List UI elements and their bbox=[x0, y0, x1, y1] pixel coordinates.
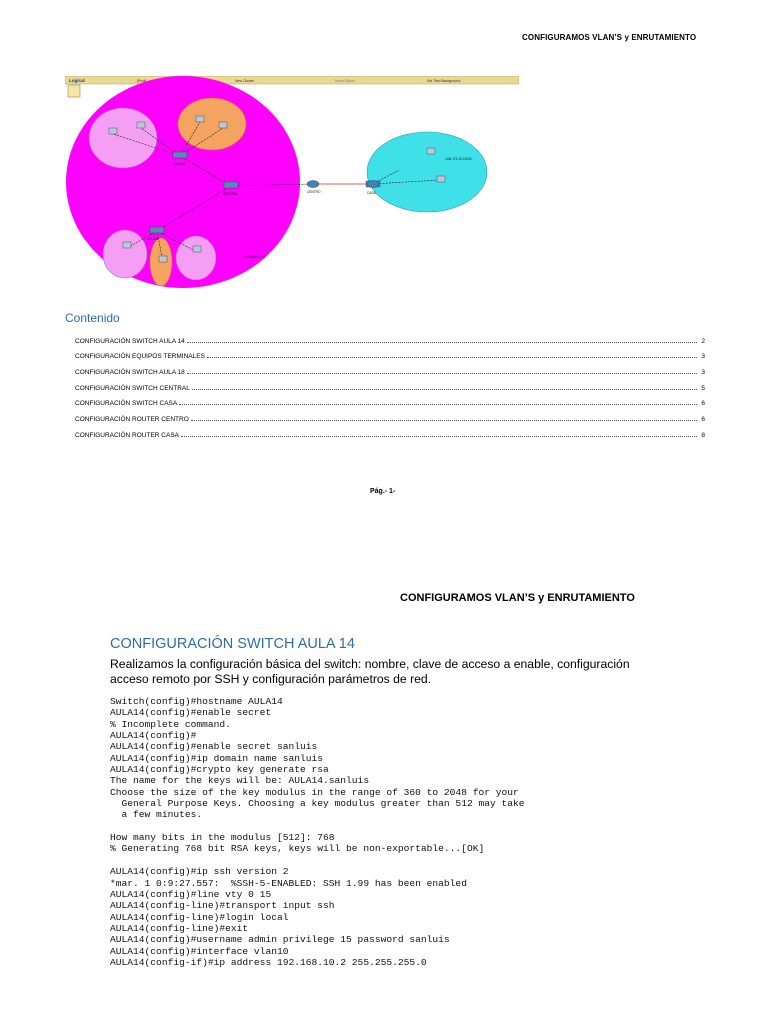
section-description: Realizamos la configuración básica del switch: nombre, clave de acceso a enable, configuración acceso remoto por SSH y configuración parámetros de red. bbox=[110, 657, 630, 686]
toc-title: Contenido bbox=[65, 311, 120, 325]
toc-entry-label: CONFIGURACIÓN SWITCH CENTRAL bbox=[75, 384, 190, 392]
pc-icon bbox=[137, 122, 145, 128]
pc-icon bbox=[437, 176, 445, 182]
folder-icon bbox=[68, 85, 80, 97]
cli-line: AULA14(config)# bbox=[110, 730, 197, 742]
toc-entry[interactable] bbox=[75, 345, 705, 361]
toc-entry-page: 5 bbox=[701, 384, 705, 392]
section-title: CONFIGURACIÓN SWITCH AULA 14 bbox=[110, 636, 355, 652]
cli-line: AULA14(config-line)#transport input ssh bbox=[110, 900, 335, 912]
cli-line: AULA14(config)#enable secret sanluis bbox=[110, 741, 318, 753]
toc-entry-page: 3 bbox=[701, 353, 705, 361]
toc-entry-label: CONFIGURACIÓN ROUTER CASA bbox=[75, 431, 180, 439]
label-centro: CENTRO bbox=[307, 190, 321, 194]
pc-icon bbox=[123, 242, 131, 248]
page-header: CONFIGURAMOS VLAN’S y ENRUTAMIENTO bbox=[400, 592, 635, 604]
switch-central-icon bbox=[224, 182, 238, 188]
toc-leader-dots bbox=[192, 389, 697, 390]
page-number: Pág.- 1- bbox=[370, 488, 396, 495]
toc-entry-label: CONFIGURACIÓN EQUIPOS TERMINALES bbox=[75, 353, 205, 361]
cli-line: AULA14(config)#crypto key generate rsa bbox=[110, 764, 329, 776]
toc-entry-label: CONFIGURACIÓN ROUTER CENTRO bbox=[75, 416, 189, 424]
table-of-contents bbox=[75, 329, 705, 439]
cli-line: a few minutes. bbox=[110, 809, 203, 821]
toc-leader-dots bbox=[179, 404, 697, 405]
pc-icon bbox=[219, 122, 227, 128]
cli-line: AULA14(config)#enable secret bbox=[110, 707, 272, 719]
toc-entry[interactable] bbox=[75, 392, 705, 408]
toc-entry-label: CONFIGURACIÓN SWITCH AULA 18 bbox=[75, 369, 185, 377]
toc-leader-dots bbox=[181, 436, 697, 437]
toc-leader-dots bbox=[191, 420, 697, 421]
toc-leader-dots bbox=[187, 342, 697, 343]
pc-icon bbox=[109, 128, 117, 134]
cli-line: AULA14(config)#username admin privilege 15 password sanluis bbox=[110, 934, 450, 946]
toolbar-root: [Root] bbox=[137, 79, 147, 83]
cli-line: AULA14(config)#line vty 0 15 bbox=[110, 888, 272, 900]
switch-aula14-icon bbox=[173, 152, 187, 158]
lan-casa-area bbox=[367, 132, 487, 212]
cli-line: How many bits in the modulus [512]: 768 bbox=[110, 832, 335, 844]
vlan-oval-pink-right bbox=[176, 236, 216, 280]
cli-line: *mar. 1 0:9:27.557: %SSH-5-ENABLED: SSH 1.99 has been enabled bbox=[110, 877, 467, 889]
label-lan-sanluis: LAN SAN LUIS bbox=[243, 255, 265, 259]
document-page-2 bbox=[0, 560, 768, 1024]
label-aula18: AULA18 bbox=[147, 237, 159, 241]
cli-line: AULA14(config-if)#ip address 192.168.10.2 255.255.255.0 bbox=[110, 956, 427, 968]
cli-line bbox=[110, 821, 525, 832]
router-casa-icon bbox=[367, 181, 379, 188]
router-centro-icon bbox=[307, 181, 319, 188]
cli-line: AULA14(config)#ip ssh version 2 bbox=[110, 866, 289, 878]
label-lan-casa: LAN 172.16.0.0/24 bbox=[445, 157, 472, 161]
pc-icon bbox=[427, 148, 435, 154]
vlan-oval-pink-top bbox=[89, 108, 157, 168]
toolbar-background: Set Tiled Background bbox=[427, 79, 461, 83]
label-central: CENTRAL bbox=[223, 192, 238, 196]
cli-line: AULA14(config-line)#login local bbox=[110, 911, 289, 923]
toc-entry[interactable] bbox=[75, 329, 705, 345]
vlan-oval-pink-left bbox=[103, 230, 147, 278]
toc-entry-page: 8 bbox=[701, 431, 705, 439]
toc-entry[interactable] bbox=[75, 376, 705, 392]
toc-entry-page: 3 bbox=[701, 369, 705, 377]
network-topology-diagram bbox=[65, 76, 519, 290]
toc-leader-dots bbox=[207, 357, 697, 358]
cli-line: Switch(config)#hostname AULA14 bbox=[110, 696, 283, 707]
toc-entry[interactable] bbox=[75, 407, 705, 423]
toc-entry-page: 6 bbox=[701, 400, 705, 408]
toc-entry-page: 2 bbox=[701, 337, 705, 345]
pc-icon bbox=[193, 246, 201, 252]
toc-leader-dots bbox=[187, 373, 697, 374]
cli-line: AULA14(config-line)#exit bbox=[110, 922, 249, 934]
cli-line: % Incomplete command. bbox=[110, 718, 231, 730]
cli-line: Choose the size of the key modulus in the range of 360 to 2048 for your bbox=[110, 786, 519, 798]
toc-entry-label: CONFIGURACIÓN SWITCH AULA 14 bbox=[75, 337, 185, 345]
toolbar-logical: Logical bbox=[69, 78, 85, 83]
label-aula14: AULA14 bbox=[173, 162, 185, 166]
toc-entry[interactable] bbox=[75, 360, 705, 376]
toc-entry-page: 6 bbox=[701, 416, 705, 424]
label-casa: CASA bbox=[367, 191, 376, 195]
cli-line: AULA14(config)#ip domain name sanluis bbox=[110, 752, 324, 764]
toolbar-move-object: Move Object bbox=[335, 79, 355, 83]
cli-line bbox=[110, 855, 525, 866]
pc-icon bbox=[159, 256, 167, 262]
pc-icon bbox=[196, 116, 204, 122]
cli-line: % Generating 768 bit RSA keys, keys will be non-exportable...[OK] bbox=[110, 843, 485, 855]
page-header: CONFIGURAMOS VLAN’S y ENRUTAMIENTO bbox=[522, 33, 697, 42]
cli-line: General Purpose Keys. Choosing a key modulus greater than 512 may take bbox=[110, 798, 525, 810]
cli-output bbox=[110, 696, 525, 968]
toc-entry-label: CONFIGURACIÓN SWITCH CASA bbox=[75, 400, 178, 408]
cli-line: The name for the keys will be: AULA14.sanluis bbox=[110, 775, 370, 787]
cli-line: AULA14(config)#interface vlan10 bbox=[110, 945, 289, 957]
toc-entry[interactable] bbox=[75, 423, 705, 439]
switch-aula18-icon bbox=[150, 227, 164, 233]
toolbar-new-cluster: New Cluster bbox=[235, 79, 255, 83]
